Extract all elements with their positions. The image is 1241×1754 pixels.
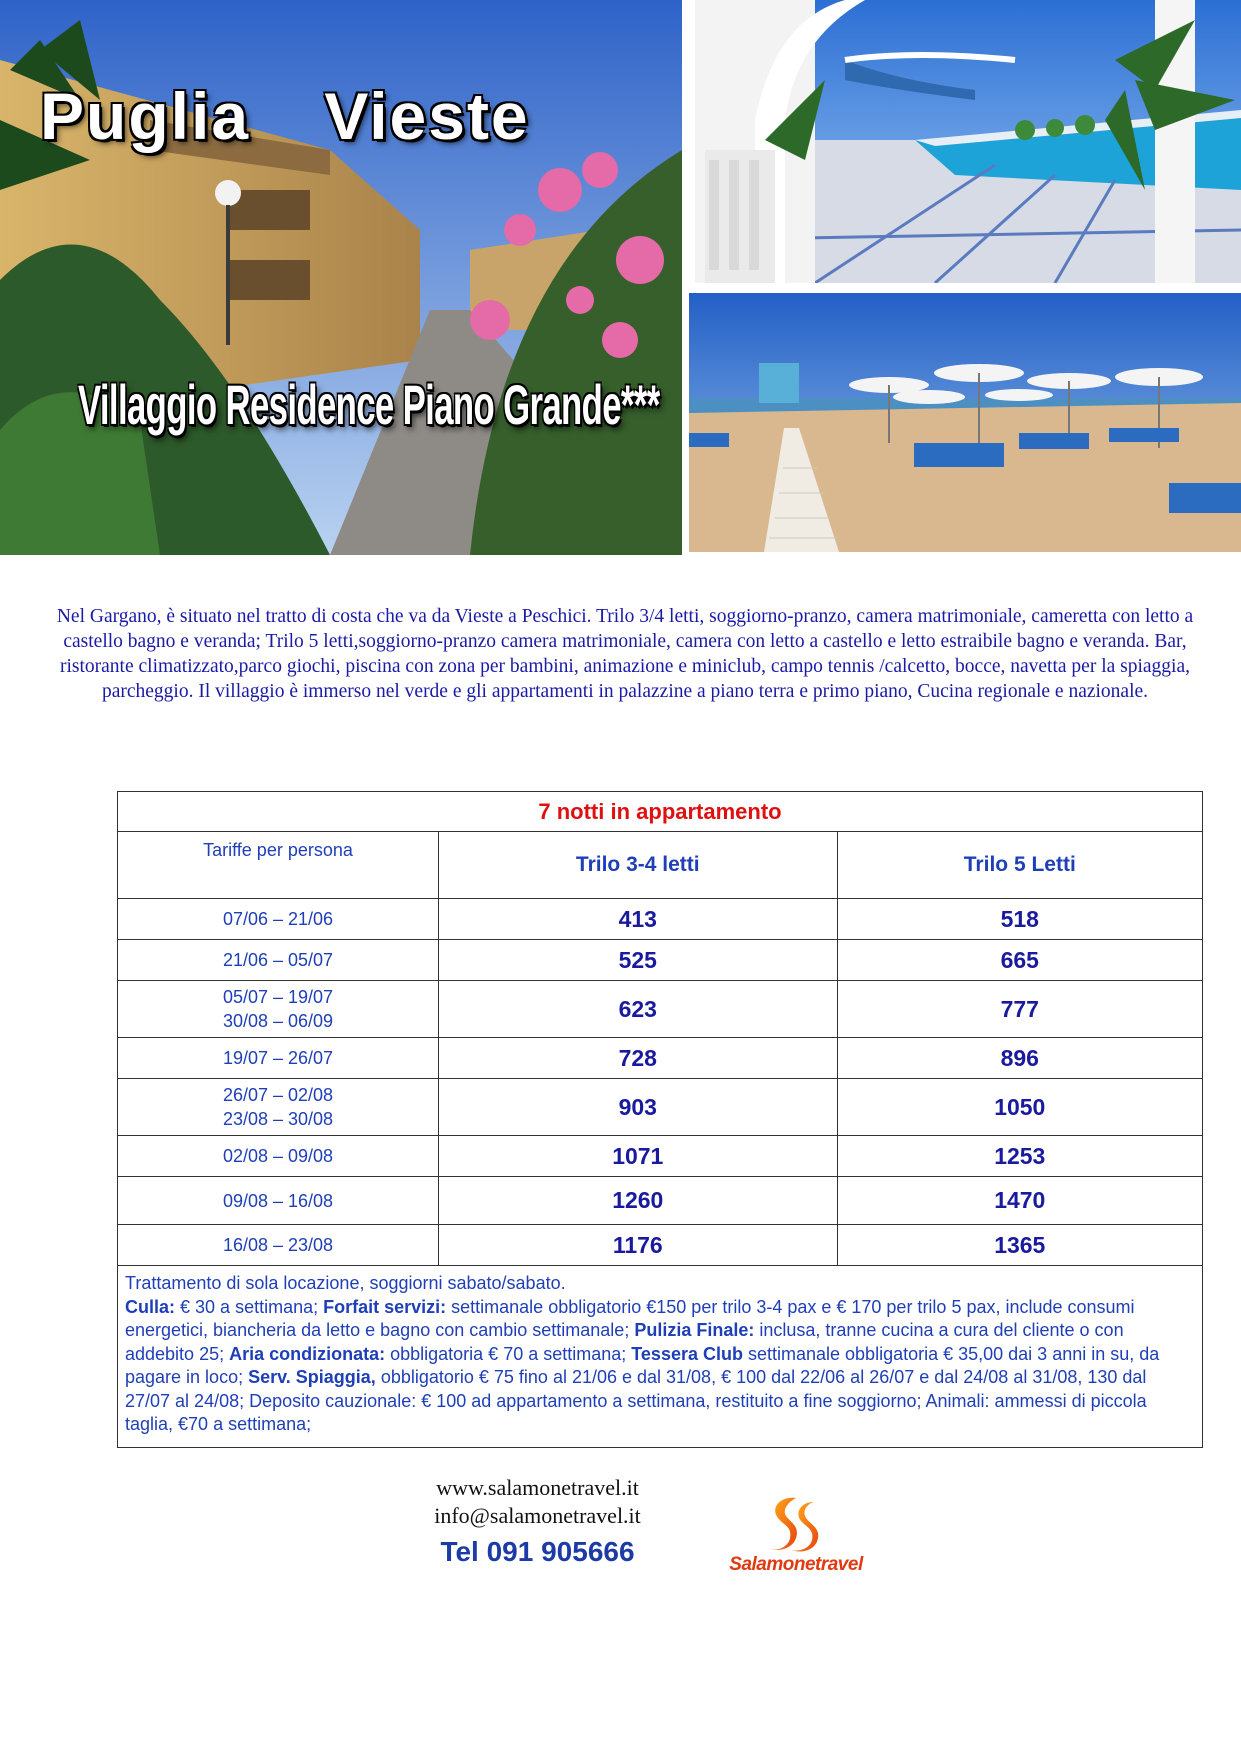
price-trilo-5: 518 xyxy=(837,899,1202,940)
aria-text: obbligatoria € 70 a settimana; xyxy=(385,1343,632,1364)
culla-label: Culla: xyxy=(125,1296,176,1317)
period-line: 30/08 – 06/09 xyxy=(222,1011,334,1031)
period xyxy=(118,981,439,1038)
price-trilo-3-4: 903 xyxy=(439,1079,838,1136)
price-trilo-5: 1050 xyxy=(837,1079,1202,1136)
table-title: 7 notti in appartamento xyxy=(118,792,1203,832)
pulizia-label: Pulizia Finale: xyxy=(634,1320,755,1340)
forfait-label: Forfait servizi: xyxy=(323,1296,447,1317)
property-description: Nel Gargano, è situato nel tratto di costa che va da Vieste a Peschici. Trilo 3/4 letti, soggiorno-pranzo, camera matrimoniale, cameretta con letto a castello bagno e veranda; Trilo 5 letti,soggiorno-pranzo camera matrimoniale, camera con letto a castello e letto estraibile bagno e veranda. Bar, ristorante climatizzato,parco giochi, piscina con zona per bambini, animazione e miniclub, campo tennis /calcetto, bocce, navetta per la spiaggia, parcheggio. Il villaggio è immerso nel verde e gli appartamenti in palazzine a piano terra e primo piano, Cucina regionale e nazionale. xyxy=(56,606,1194,702)
price-trilo-3-4: 413 xyxy=(439,899,838,940)
price-trilo-5: 665 xyxy=(837,940,1202,981)
aria-label: Aria condizionata: xyxy=(229,1343,386,1364)
period: 07/06 – 21/06 xyxy=(118,899,439,940)
tessera-text: settimanale obbligatoria € 35,00 dai 3 anni in su, da pagare in loco; xyxy=(125,1343,1160,1387)
table-row xyxy=(118,1177,1203,1225)
table-row xyxy=(118,1136,1203,1177)
forfait-text: settimanale obbligatorio €150 per trilo 3-4 pax e € 170 per trilo 5 pax, include consumi energetici, biancheria da letto e bagno con cambio settimanale; xyxy=(125,1296,1135,1340)
period: 09/08 – 16/08 xyxy=(118,1177,439,1225)
salamone-travel-logo xyxy=(706,1494,886,1584)
logo-brand-text: Salamonetravel xyxy=(729,1554,863,1575)
price-trilo-5: 1253 xyxy=(837,1136,1202,1177)
phone-number[interactable]: Tel 091 905666 xyxy=(440,1536,635,1567)
price-trilo-3-4: 1260 xyxy=(439,1177,838,1225)
table-row xyxy=(118,940,1203,981)
residence-garden-photo xyxy=(0,0,682,555)
pulizia-text: inclusa, tranne cucina a cura del cliente o con addebito 25; xyxy=(125,1320,1124,1364)
website-link[interactable]: www.salamonetravel.it xyxy=(436,1475,639,1500)
period-line: 23/08 – 30/08 xyxy=(222,1109,334,1129)
contact-block xyxy=(380,1474,695,1568)
price-trilo-5: 1470 xyxy=(837,1177,1202,1225)
village-name: Villaggio Residence Piano Grande*** xyxy=(78,373,660,436)
spiaggia-label: Serv. Spiaggia, xyxy=(248,1367,376,1387)
period: 02/08 – 09/08 xyxy=(118,1136,439,1177)
price-trilo-3-4: 1071 xyxy=(439,1136,838,1177)
beach-photo xyxy=(689,293,1241,552)
price-trilo-5: 777 xyxy=(837,981,1202,1038)
rates-table xyxy=(117,791,1203,1448)
destination-title: Puglia Vieste xyxy=(40,79,530,153)
table-row xyxy=(118,1225,1203,1266)
period xyxy=(118,1079,439,1136)
period: 21/06 – 05/07 xyxy=(118,940,439,981)
period-line: 05/07 – 19/07 xyxy=(222,987,334,1007)
col-trilo-3-4: Trilo 3-4 letti xyxy=(439,832,838,899)
price-trilo-3-4: 623 xyxy=(439,981,838,1038)
rates-per-person-label: Tariffe per persona xyxy=(118,832,439,899)
terms-notes xyxy=(118,1266,1203,1448)
table-row xyxy=(118,1038,1203,1079)
period: 19/07 – 26/07 xyxy=(118,1038,439,1079)
price-trilo-5: 896 xyxy=(837,1038,1202,1079)
period: 16/08 – 23/08 xyxy=(118,1225,439,1266)
spiaggia-text: obbligatorio € 75 fino al 21/06 e dal 31/08, € 100 dal 22/06 al 26/07 e dal 24/08 al 31/08, 130 dal 27/07 al 24/08; Deposito cauzionale: € 100 ad appartamento a settimana, restituito a fine soggiorno; Animali: ammessi di piccola taglia, €70 a settimana; xyxy=(125,1367,1147,1434)
period-line: 26/07 – 02/08 xyxy=(222,1085,334,1105)
tessera-label: Tessera Club xyxy=(631,1343,743,1364)
table-row xyxy=(118,1079,1203,1136)
logo-swirl-icon xyxy=(752,1494,836,1556)
pool-photo xyxy=(695,0,1241,283)
price-trilo-3-4: 525 xyxy=(439,940,838,981)
culla-text: € 30 a settimana; xyxy=(175,1296,324,1317)
notes-intro: Trattamento di sola locazione, soggiorni sabato/sabato. xyxy=(125,1273,566,1293)
col-trilo-5: Trilo 5 Letti xyxy=(837,832,1202,899)
price-trilo-3-4: 728 xyxy=(439,1038,838,1079)
price-trilo-3-4: 1176 xyxy=(439,1225,838,1266)
price-trilo-5: 1365 xyxy=(837,1225,1202,1266)
table-row xyxy=(118,899,1203,940)
email-link[interactable]: info@salamonetravel.it xyxy=(434,1503,641,1528)
table-row xyxy=(118,981,1203,1038)
